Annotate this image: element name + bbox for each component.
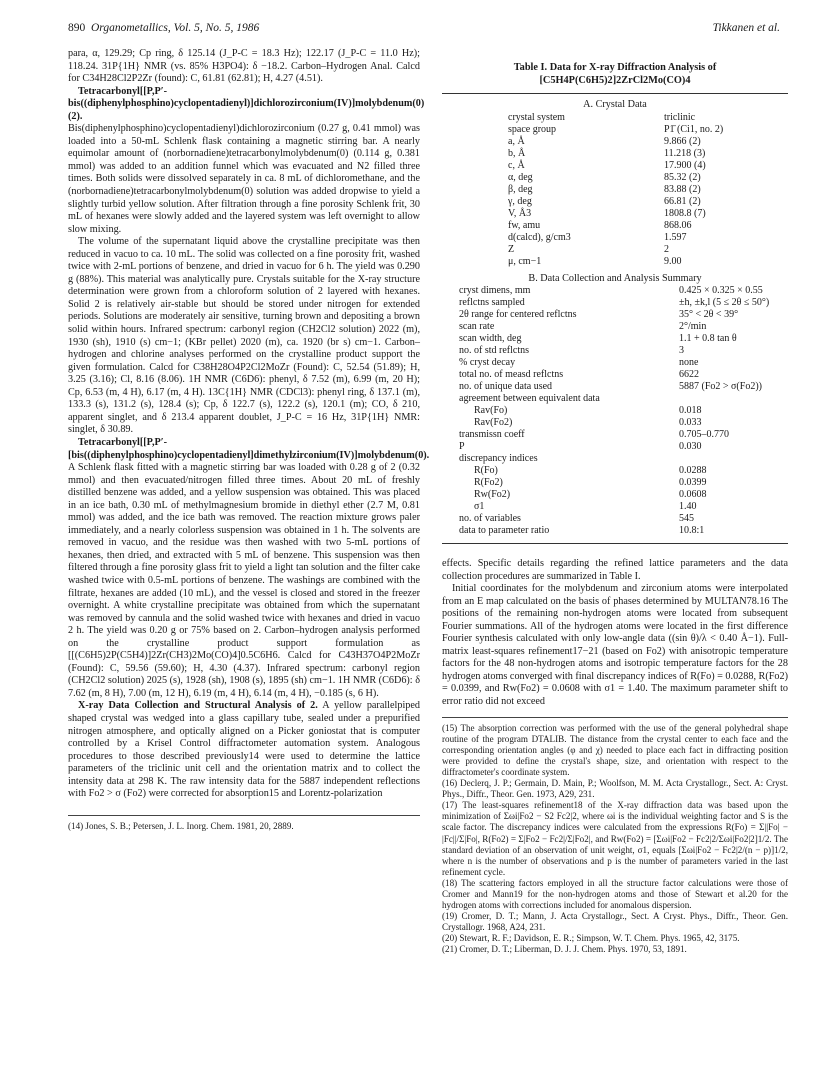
table-param-value: none [679, 357, 699, 368]
table-row [442, 285, 769, 297]
table-param-value: 2°/min [679, 321, 707, 332]
table-param-label: data to parameter ratio [459, 525, 550, 536]
table-row [442, 297, 769, 309]
footnote-14: (14) Jones, S. B.; Petersen, J. L. Inorg. Chem. 1981, 20, 2889. [68, 820, 294, 831]
table-param-value: 1.597 [664, 231, 687, 243]
xray-text: A yellow parallelpiped shaped crystal was wedged into a glass capillary tube, sealed under a prepurified nitrogen atmosphere, and optically aligned on a Picker goniostat that is computer controlled by a Krisel Control diffractometer automation system. Analogous procedures to those described previously14 were used to determine the lattice parameters of the triclinic unit cell and the orientation matrix and to collect the intensity data at 298 K. The raw intensity data for the 5887 independent reflections with Fo2 > σ (Fo2) were corrected for absorption15 and Lorentz-polarization [68, 700, 420, 800]
collection-summary-table [442, 285, 769, 537]
footnote-16: (16) Declerq, J. P.; Germain, D. Main, P.; Woolfson, M. M. Acta Crystallogr., Sect. A: Cryst. Phys., Diffr., Theor. Gen. 1973, A29, 231. [442, 778, 788, 800]
table-param-label: cryst dimens, mm [459, 285, 531, 296]
table-param-value: 10.8:1 [679, 525, 705, 536]
table-param-value: 0.0399 [679, 477, 707, 488]
table-param-label: R(Fo) [474, 465, 498, 476]
table-param-label: scan width, deg [459, 333, 522, 344]
table-param-label: R(Fo2) [474, 477, 503, 488]
table-param-label: total no. of measd reflctns [459, 369, 564, 380]
table-param-value [679, 393, 769, 405]
table-param-value: 1808.8 (7) [664, 207, 706, 219]
compound-2-heading: Tetracarbonyl[[P,P′-bis((diphenylphosphino)cyclopentadienyl)]dichlorozirconium(IV)]molybdenum(0) (2). [68, 85, 425, 122]
footnote-rule-right [442, 717, 788, 718]
footnote-20: (20) Stewart, R. F.; Davidson, E. R.; Simpson, W. T. Chem. Phys. 1965, 42, 3175. [442, 933, 740, 944]
table-row [442, 429, 769, 441]
table-row [442, 172, 723, 184]
table-row [442, 124, 723, 136]
table-param-value: 9.00 [664, 255, 682, 267]
right-para-1: effects. Specific details regarding the refined lattice parameters and the data collection procedures are summarized in Table I. [442, 558, 788, 582]
table-row [442, 417, 769, 429]
table-row [442, 208, 723, 220]
table-param-label: agreement between equivalent data [459, 393, 600, 404]
table-param-value: 66.81 (2) [664, 195, 701, 207]
compound-2-paragraph [68, 85, 425, 124]
table-param-label: σ1 [474, 501, 485, 512]
table-row [442, 321, 769, 333]
footnote-15: (15) The absorption correction was performed with the use of the general polyhedral shape routine of the program DTALIB. The distance from the crystal center to each face and the corresponding orientation angles (φ and χ) needed to place each fact in diffracting position were provided to define the crystal's shape, size, and orientation with respect to the diffractometer's coordinate system. [442, 722, 788, 777]
table-param-label: Rav(Fo2) [474, 417, 513, 428]
table-param-value: 9.866 (2) [664, 135, 701, 147]
table-param-label: no. of unique data used [459, 381, 553, 392]
table-row [442, 393, 769, 405]
right-column [442, 48, 788, 956]
table-row [442, 244, 723, 256]
table-param-label: V, Å3 [508, 207, 532, 219]
header-left [68, 22, 259, 34]
table-param-value: P1̄ (Ci1, no. 2) [664, 123, 724, 135]
table-param-value: 545 [679, 513, 694, 524]
table-param-label: γ, deg [508, 195, 532, 207]
table-param-value: ±h, ±k,l (5 ≤ 2θ ≤ 50°) [679, 297, 770, 308]
table-row [442, 477, 769, 489]
footnote-18: (18) The scattering factors employed in all the structure factor calculations were those of Cromer and Mann19 for the non-hydrogen atoms and those of Stewart et al.20 for the hydrogen atoms with corrections included for anomalous dispersion. [442, 877, 788, 911]
table-row [442, 489, 769, 501]
table-row [442, 465, 769, 477]
table-row [442, 405, 769, 417]
table-row [442, 160, 723, 172]
table-param-value: 868.06 [664, 219, 692, 231]
table-row [442, 501, 769, 513]
footnote-17: (17) The least-squares refinement18 of the X-ray diffraction data was based upon the minimization of Σωi|Fo2 − S2 Fc2|2, where ωi is the individual weighting factor and S is the scale factor. The discrepancy indices were calculated from the expressions R(Fo) = Σ||Fo| − |Fc||/Σ|Fo|, R(Fo2) = Σ|Fo2 − Fc2|/Σ|Fo2|, and Rw(Fo2) = [Σωi|Fo2 − Fc2|2/Σωi|Fo2|2]1/2. The standard deviation of an observation of unit weight, σ1, equals [Σωi|Fo2 − Fc2|2/(n − p)]1/2, where n is the number of observations and p is the number of parameters varied in the last refinement cycle. [442, 800, 788, 877]
table-param-value: 11.218 (3) [664, 147, 706, 159]
table-row [442, 148, 723, 160]
dimethyl-paragraph [68, 436, 430, 700]
table-row [442, 196, 723, 208]
table-title-line1: Table I. Data for X-ray Diffraction Analysis of [513, 62, 717, 73]
footnote-rule-left [68, 815, 420, 816]
table-row [442, 256, 723, 268]
table-param-label: μ, cm−1 [508, 255, 542, 267]
table-param-value: 17.900 (4) [664, 159, 706, 171]
table-row [442, 345, 769, 357]
table-section-b: B. Data Collection and Analysis Summary [528, 272, 702, 284]
table-param-label: α, deg [508, 171, 533, 183]
table-param-value: 3 [679, 345, 684, 356]
table-row [442, 369, 769, 381]
table-param-value: 35° < 2θ < 39° [679, 309, 739, 320]
table-param-label: space group [508, 123, 557, 135]
table-param-value [679, 453, 769, 465]
table-row [442, 381, 769, 393]
table-param-value: 0.018 [679, 405, 702, 416]
table-param-label: c, Å [508, 159, 525, 171]
table-param-label: scan rate [459, 321, 495, 332]
footnote-19: (19) Cromer, D. T.; Mann, J. Acta Crystallogr., Sect. A Cryst. Phys., Diffr., Theor. Gen. Crystallogr. 1968, A24, 231. [442, 911, 788, 933]
table-param-label: fw, amu [508, 219, 541, 231]
table-row [442, 357, 769, 369]
table-param-label: 2θ range for centered reflctns [459, 309, 577, 320]
table-row [442, 136, 723, 148]
compound-2-prep: Bis(diphenylphosphino)cyclopentadienyl)dichlorozirconium (0.27 g, 0.41 mmol) was loaded into a 50-mL Schlenk flask containing a magnetic stirring bar. A nearly equimolar amount of (norbornadiene)tetracarbonylmolybdenum(0) (0.114 g, 0.381 mmol) was added to an addition funnel which was evacuated and N2 filled three times. Both solids were dissolved separately in ca. 8 mL of dichloromethane, and the (norbornadiene)tetracarbonylmolybdenum(0) solution was added dropwise to yield a slightly turbid yellow solution. After filtration through a fine porosity Schlenk frit, 30 mL of hexanes were slowly added and the layered system was left overnight to allow slow mixing. [68, 123, 420, 235]
table-title-line2: [C5H4P(C6H5)2]2ZrCl2Mo(CO)4 [539, 74, 691, 86]
table-param-label: transmissn coeff [459, 429, 525, 440]
table-param-value: 2 [664, 243, 669, 255]
table-param-label: no. of std reflctns [459, 345, 529, 356]
table-row [442, 309, 769, 321]
table-param-value: 0.0288 [679, 465, 707, 476]
table-param-label: reflctns sampled [459, 297, 525, 308]
table-row [442, 441, 769, 453]
table-param-label: d(calcd), g/cm3 [508, 231, 571, 243]
table-row [442, 513, 769, 525]
table-param-value: 6622 [679, 369, 699, 380]
table-param-value: 0.0608 [679, 489, 707, 500]
table-param-value: 5887 (Fo2 > σ(Fo2)) [679, 381, 762, 392]
header-authors: Tikkanen et al. [712, 22, 780, 34]
table-param-label: a, Å [508, 135, 525, 147]
dimethyl-heading: Tetracarbonyl[[P,P′-[bis((diphenylphosphino)cyclopentadienyl]dimethylzirconium(IV)]molybdenum(0). [68, 436, 430, 461]
table-param-value: 85.32 (2) [664, 171, 701, 183]
dimethyl-text: A Schlenk flask fitted with a magnetic stirring bar was loaded with 0.28 g of 2 (0.32 mmol) and then evacuated/nitrogen filled three times. About 20 mL of freshly distilled benzene was added, and a yellow suspension was obtained. This was placed in an ice bath, 0.30 mL of methylmagnesium bromide in diethyl ether (2.7 M, 0.81 mmol) was added, and the ice bath was removed. The reaction mixture grows paler immediately, and a nearly colorless suspension was obtained in 1 h. The solvents are removed in vacuo, and the residue was then washed with two 5-mL portions of hexanes, then dried, and extracted with 5 mL of benzene. This suspension was then filtered through a fine porosity glass frit to yield a light tan solution and the filter cake washed twice with 0.5-mL portions of benzene. The washings are combined with the filtrate, hexanes are added (10 mL), and the vessel is closed and stored in the freezer overnight. A white crystalline precipitate was obtained from which the supernatant was removed by cannula and the solid washed twice with hexanes and dried in vacuo 2 h. The yield was 0.20 g or 75% based on 2. Carbon–hydrogen analysis performed on the crystalline product support formulation as [[(C6H5)2P(C5H4)]2Zr(CH3)2Mo(CO)4]0.5C6H6. Calcd for C43H37O4P2MoZr (Found): C, 59.56 (59.60); H, 4.30 (4.37). Infrared spectrum: carbonyl region (CH2Cl2 solution) 2025 (s), 1928 (sh), 1908 (s), 1895 (sh) cm−1. 1H NMR (C6D6): δ 7.62 (m, 8 H), 7.00 (m, 12 H), 6.19 (m, 4 H), 6.14 (m, 4 H), −0.185 (s, 6 H). [68, 462, 420, 699]
table-row [442, 184, 723, 196]
table-param-label: b, Å [508, 147, 526, 159]
table-param-value: triclinic [664, 111, 696, 123]
table-param-label: Rav(Fo) [474, 405, 508, 416]
crystal-data-table [442, 112, 723, 268]
footnote-21: (21) Cromer, D. T.; Liberman, D. J. J. Chem. Phys. 1970, 53, 1891. [442, 944, 687, 955]
table-1 [442, 62, 788, 544]
table-param-label: Z [508, 243, 515, 255]
table-param-label: P [459, 441, 465, 452]
table-row [442, 220, 723, 232]
right-para-2: Initial coordinates for the molybdenum and zirconium atoms were interpolated from an E map calculated on the basis of phases determined by MULTAN78.16 The positions of the remaining non-hydrogen atoms were located from subsequent Fourier summations. All of the hydrogen atoms were located in the first difference Fourier synthesis calculated with only low-angle data ((sin θ)/λ < 0.40 Å−1). Full-matrix least-squares refinement17−21 (based on Fo2) with anisotropic temperature factors for the 48 non-hydrogen atoms and isotropic temperature factors for the 28 hydrogen atoms converged with final discrepancy indices of R(Fo) = 0.0288, R(Fo2) = 0.0399, and Rw(Fo2) = 0.0608 with σ1 = 1.40. The maximum parameter shift to error ratio did not exceed [442, 583, 788, 708]
table-param-label: discrepancy indices [459, 453, 538, 464]
table-param-value: 0.033 [679, 417, 702, 428]
running-header [68, 22, 780, 40]
table-param-label: Rw(Fo2) [474, 489, 511, 500]
table-top-rule [442, 93, 788, 94]
compound-2-workup: The volume of the supernatant liquid above the crystalline precipitate was then reduced in vacuo to ca. 10 mL. The solid was collected on a fine porosity frit, washed twice with 2-mL portions of benzene, and dried in vacuo for 6 h. The yield was 0.290 g (88%). This material was analytically pure. Crystals suitable for the X-ray structure determination were grown from a chloroform solution of 2 layered with hexanes. Solid 2 is relatively air-stable but should be stored under nitrogen for extended periods. Solutions are moderately air sensitive, turning brown and depositing a brown solid within hours. Infrared spectrum: carbonyl region (CH2Cl2 solution) 2022 (m), 1930 (sh), 1910 (s) cm−1; (KBr pellet) 2020 (m), ca. 1920 (br s) cm−1. Carbon–hydrogen and chlorine analyses performed on the crystalline product support the given formulation. Calcd for C38H28O4P2Cl2MoZr (Found): C, 52.54 (51.89); H, 3.25 (3.16); Cl, 8.16 (8.06). 1H NMR (C6D6): phenyl, δ 7.52 (m), 6.99 (m, 20 H); Cp, 6.53 (m, 4 H), 6.17 (m, 4 H). 13C{1H} NMR (CDCl3): phenyl ring, δ 137.1 (m), 133.3 (s), 131.2 (s), 128.4 (s); Cp, δ 122.7 (s), 122.2 (s), 120.1 (m); CO, δ 210, apparent singlet, and δ 213.4 apparent doublet, J_P-C = 16 Hz, 31P{1H} NMR: singlet, δ 30.89. [68, 236, 420, 436]
table-row [442, 453, 769, 465]
table-row [442, 112, 723, 124]
table-row [442, 333, 769, 345]
table-row [442, 232, 723, 244]
table-param-label: no. of variables [459, 513, 521, 524]
table-param-label: crystal system [508, 111, 565, 123]
table-param-value: 1.1 + 0.8 tan θ [679, 333, 737, 344]
table-param-value: 0.030 [679, 441, 702, 452]
page-number: 890 [68, 22, 86, 34]
table-section-a: A. Crystal Data [583, 99, 647, 110]
table-param-label: β, deg [508, 183, 533, 195]
left-column [68, 48, 430, 832]
table-param-label: % cryst decay [459, 357, 516, 368]
table-1-title [442, 62, 788, 87]
xray-heading: X-ray Data Collection and Structural Analysis of 2. [78, 700, 318, 712]
table-param-value: 0.705–0.770 [679, 429, 729, 440]
journal-citation: Organometallics, Vol. 5, No. 5, 1986 [91, 22, 260, 34]
table-param-value: 83.88 (2) [664, 183, 701, 195]
table-row [442, 525, 769, 537]
table-param-value: 1.40 [679, 501, 697, 512]
intro-paragraph: para, α, 129.29; Cp ring, δ 125.14 (J_P-C = 18.3 Hz); 122.17 (J_P-C = 11.0 Hz); 118.24. 31P{1H} NMR (vs. 85% H3PO4): δ −18.2. Carbon–Hydrogen Anal. Calcd for C34H28Cl2P2Zr (found): C, 61.81 (62.81); H, 4.27 (4.51). [68, 48, 420, 85]
xray-paragraph [68, 700, 420, 800]
table-param-value: 0.425 × 0.325 × 0.55 [679, 285, 763, 296]
